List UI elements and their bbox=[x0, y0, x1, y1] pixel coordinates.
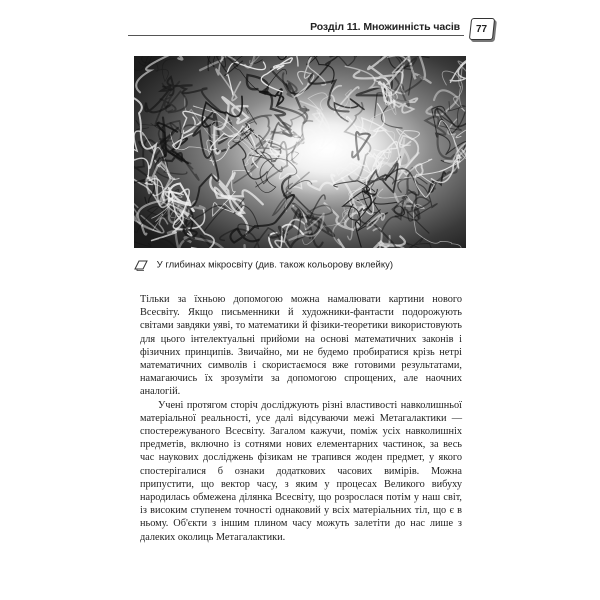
paragraph: Учені протягом сторіч досліджують різні властивості навколишньої матеріальної реальності, усе далі відсуваючи межі Метагалактики — спостережуваного Всесвіту. Загалом кажучи, поміж усіх навколишніх предметів, включно із сотнями нових елементарних частинок, за весь час наукових досліджень фізикам не трапився жоден предмет, у якого спостерігалися б ознаки додаткових часових вимірів. Можна припустити, що вектор часу, з яким у процесах Великого вибуху народилась обмежена ділянка Всесвіту, що розрослася потім у наш світ, із високим ступенем точності однаковий у всіх матеріальних тіл, що є в ньому. Об'єкти з іншим плином часу можуть залетіти до нас лише з далеких околиць Метагалактики. bbox=[140, 399, 462, 543]
header-rule bbox=[128, 35, 464, 36]
caption-text: У глибинах мікросвіту (див. також кольорову вклейку) bbox=[156, 259, 394, 271]
photo-caption-icon bbox=[134, 259, 148, 271]
body-text bbox=[140, 293, 462, 544]
chapter-title: Розділ 11. Множинність часів bbox=[310, 21, 460, 33]
page-number: 77 bbox=[476, 23, 488, 35]
page-number-badge bbox=[469, 18, 495, 40]
running-header bbox=[128, 18, 494, 40]
filament-network-image bbox=[134, 56, 466, 248]
paragraph: Тільки за їхньою допомогою можна намалювати картини нового Всесвіту. Якщо письменники й художники-фантасти подорожують світами завдяки уяві, то математики й фізики-теоретики використовують для цього інтелектуальні прийоми на основі математичних законів і фізичних принципів. Звичайно, ми не будемо пробиратися крізь нетрі математичних символів і скористаємося вже готовими результатами, намагаючись їх зрозуміти за допомогою спрощених, але наочних аналогій. bbox=[140, 294, 462, 398]
figure-caption bbox=[134, 259, 474, 275]
microworld-illustration bbox=[134, 56, 466, 248]
